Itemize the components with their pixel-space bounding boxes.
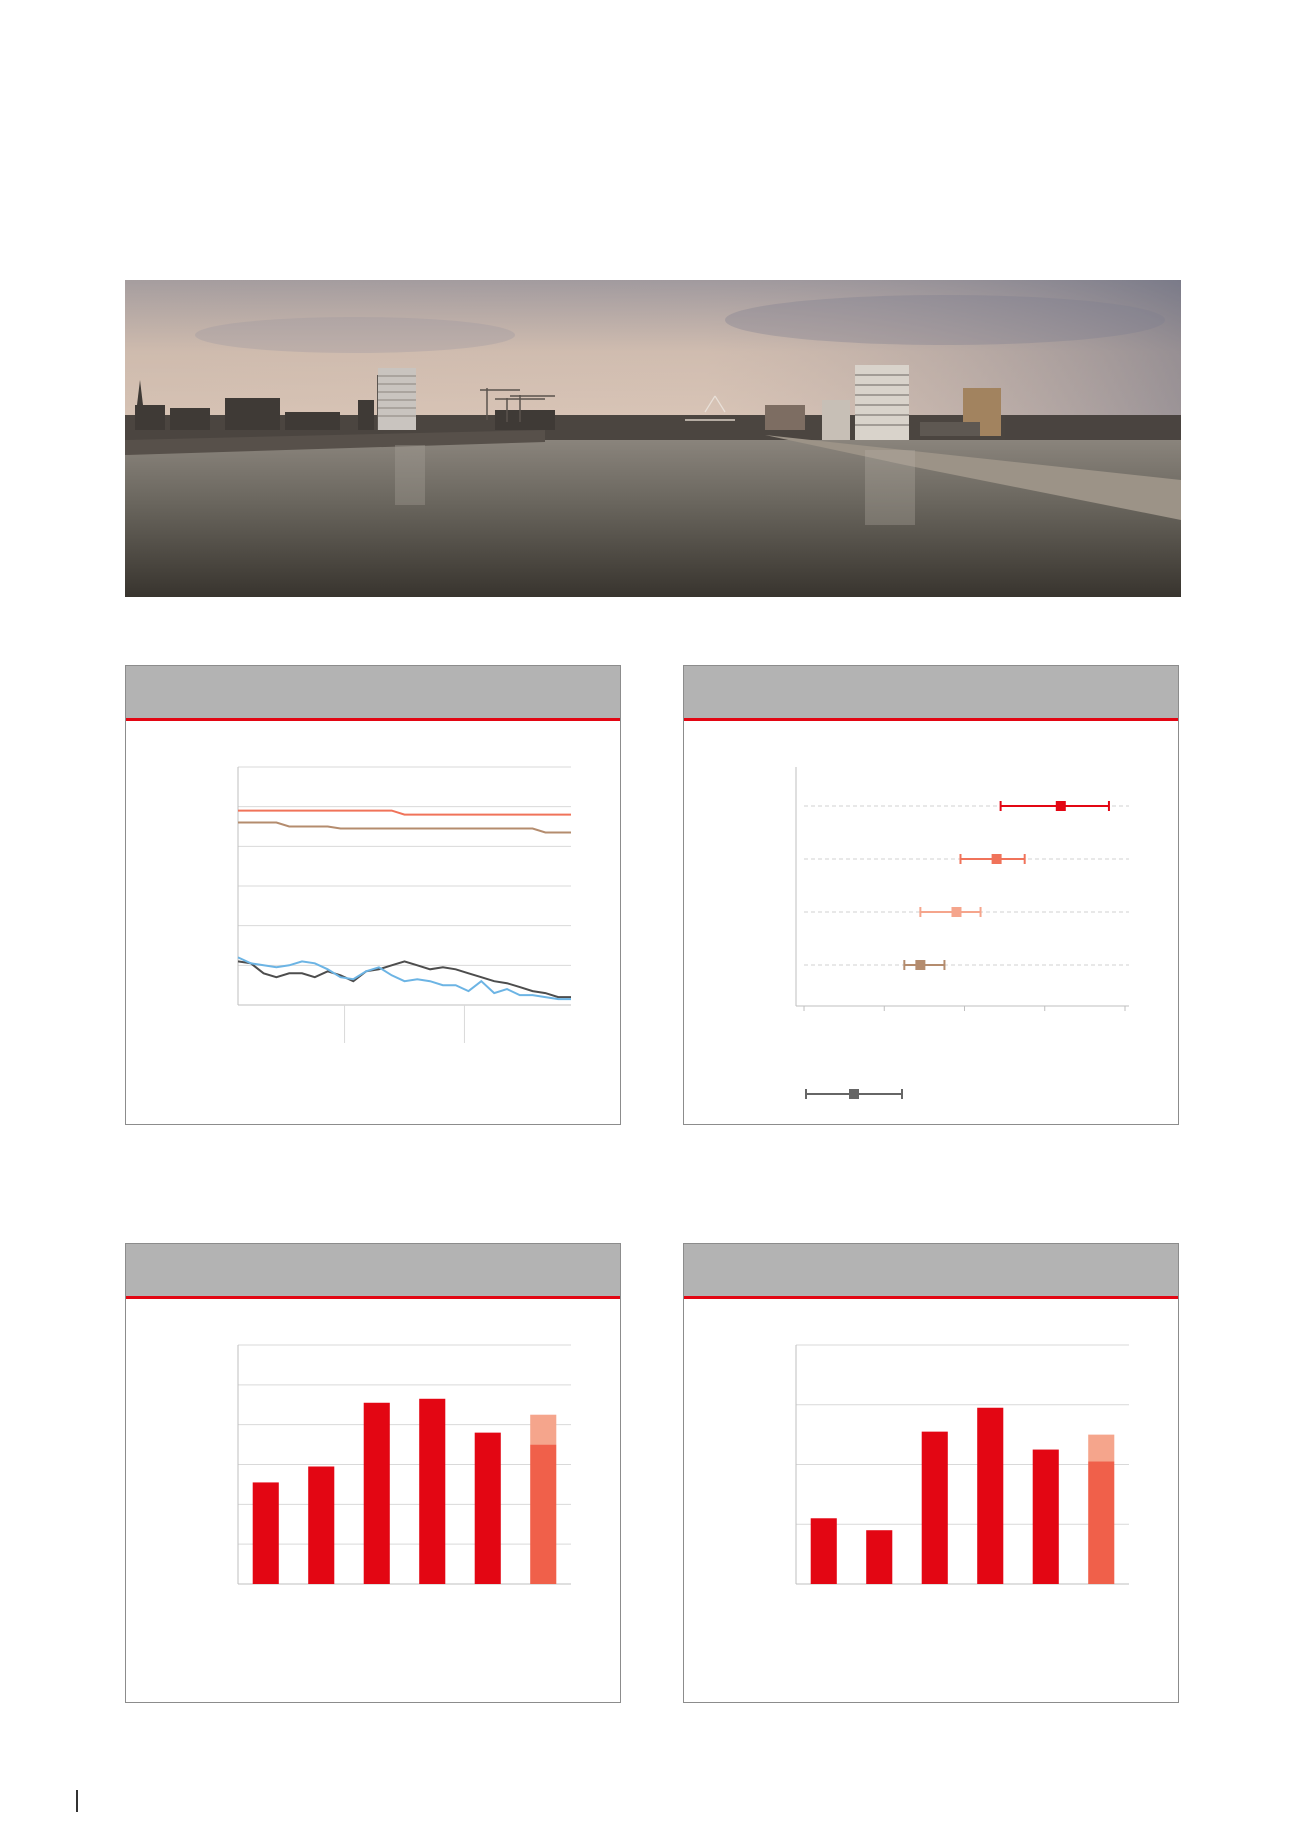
line-series-4: [238, 957, 571, 999]
page-margin-mark: [76, 1790, 78, 1812]
bar-2: [866, 1530, 892, 1584]
bar-4: [977, 1408, 1003, 1584]
row-2-point: [992, 854, 1002, 864]
error-bar-legend-marker-icon: [849, 1089, 859, 1099]
bar-6-extension: [1088, 1435, 1114, 1462]
bar-chart-right: [684, 1299, 1178, 1702]
row-3-point: [951, 907, 961, 917]
bar-1: [811, 1518, 837, 1584]
bar-chart-panel-left: [125, 1243, 621, 1703]
bar-2: [308, 1466, 334, 1584]
bar-6-extension: [530, 1415, 556, 1445]
forest-plot-panel: [683, 665, 1179, 1125]
bar-3: [922, 1432, 948, 1584]
row-4-point: [915, 960, 925, 970]
bar-3: [364, 1403, 390, 1584]
panel-header: [126, 1244, 620, 1299]
city-river-panorama-photo: [125, 280, 1181, 597]
panel-header: [684, 666, 1178, 721]
line-chart: [126, 721, 620, 1124]
line-series-1: [238, 811, 571, 815]
bar-5: [475, 1433, 501, 1584]
bar-4: [419, 1399, 445, 1584]
bar-chart-left: [126, 1299, 620, 1702]
line-series-3: [238, 961, 571, 997]
panel-header: [684, 1244, 1178, 1299]
bar-6: [1088, 1462, 1114, 1584]
bar-1: [253, 1482, 279, 1584]
line-chart-panel: [125, 665, 621, 1125]
line-series-2: [238, 823, 571, 833]
row-1-point: [1056, 801, 1066, 811]
bar-6: [530, 1445, 556, 1584]
bar-chart-panel-right: [683, 1243, 1179, 1703]
panel-header: [126, 666, 620, 721]
bar-5: [1033, 1450, 1059, 1584]
forest-plot: [684, 721, 1178, 1124]
